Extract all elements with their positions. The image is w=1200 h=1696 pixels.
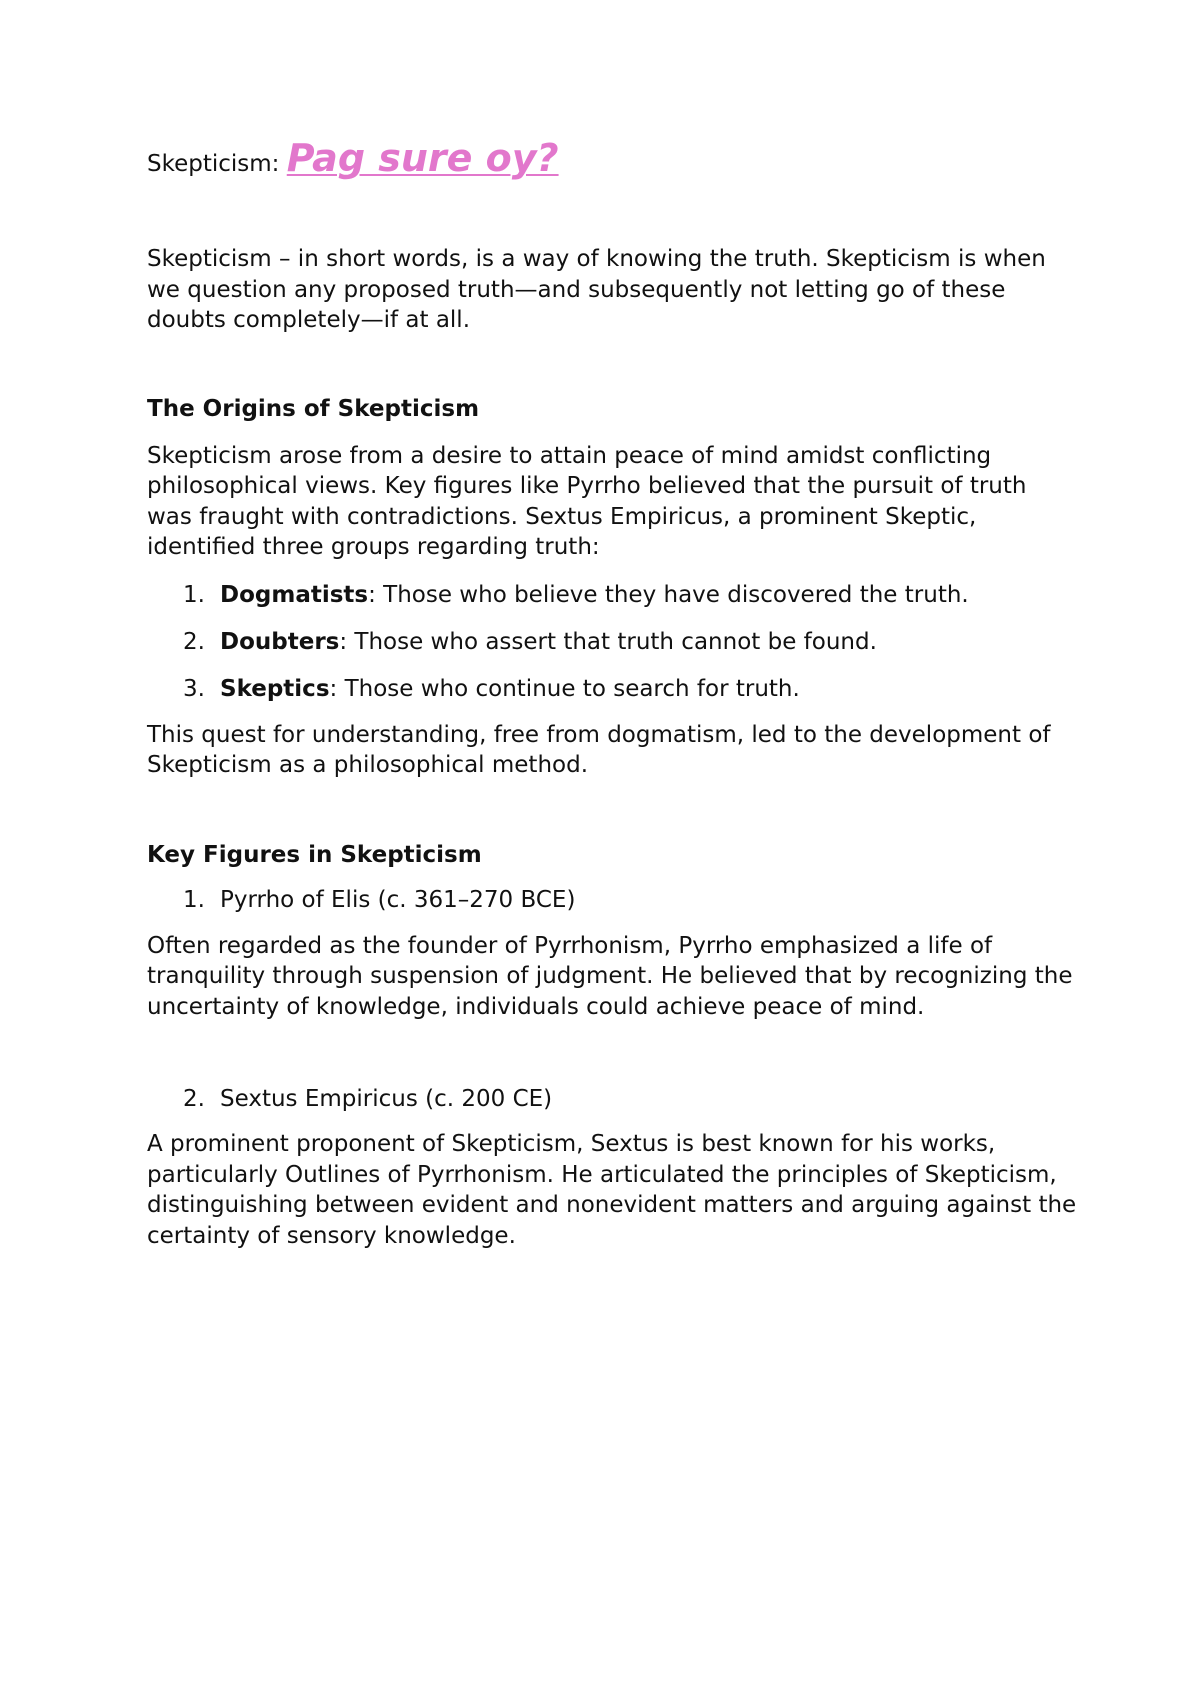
list-number: 1. <box>183 581 205 608</box>
list-number: 2. <box>183 628 205 655</box>
sextus-description: A prominent proponent of Skepticism, Sextus is best known for his works, particularly Outlines of Pyrrhonism. He articulated the principles of Skepticism, distinguishing between evident and nonevident matters and arguing against the certainty of sensory knowledge. <box>147 1131 1077 1249</box>
intro-paragraph: Skepticism – in short words, is a way of knowing the truth. Skepticism is when we question any proposed truth—and subsequently not letting go of these doubts completely—if at all. <box>147 246 1046 333</box>
group-term: Dogmatists <box>220 581 369 608</box>
list-item <box>147 627 1077 657</box>
pyrrho-description: Often regarded as the founder of Pyrrhonism, Pyrrho emphasized a life of tranquility through suspension of judgment. He believed that by recognizing the uncertainty of knowledge, individuals could achieve peace of mind. <box>147 932 1073 1020</box>
document-title <box>147 138 1077 184</box>
group-description: : Those who continue to search for truth. <box>329 675 800 702</box>
list-item <box>147 580 1077 610</box>
truth-groups-list <box>147 580 1077 704</box>
origins-heading: The Origins of Skepticism <box>147 395 480 422</box>
key-figures-heading: Key Figures in Skepticism <box>147 841 482 868</box>
list-number: 2. <box>183 1086 205 1112</box>
figure-name: Pyrrho of Elis (c. 361–270 BCE) <box>220 886 576 913</box>
key-figures-list <box>147 1084 1077 1114</box>
list-number: 3. <box>183 675 205 702</box>
group-term: Skeptics <box>220 675 330 702</box>
group-description: : Those who assert that truth cannot be found. <box>339 628 877 655</box>
title-label: Skepticism: <box>147 151 280 177</box>
document-page <box>147 138 1077 1251</box>
list-number: 1. <box>183 886 205 913</box>
group-term: Doubters <box>220 628 340 655</box>
figure-name: Sextus Empiricus (c. 200 CE) <box>220 1086 553 1112</box>
group-description: : Those who believe they have discovered the truth. <box>368 581 969 608</box>
list-item <box>147 1084 1077 1114</box>
title-accent: Pag sure oy? <box>286 136 559 180</box>
list-item <box>147 674 1077 704</box>
origins-paragraph: Skepticism arose from a desire to attain peace of mind amidst conflicting philosophical views. Key figures like Pyrrho believed that the pursuit of truth was fraught with contradictions. Sextus Empiricus, a prominent Skeptic, identified three groups regarding truth: <box>147 442 1027 560</box>
origins-closing-paragraph: This quest for understanding, free from dogmatism, led to the development of Skepticism as a philosophical method. <box>147 721 1051 778</box>
list-item <box>147 885 1077 915</box>
key-figures-list <box>147 885 1077 915</box>
